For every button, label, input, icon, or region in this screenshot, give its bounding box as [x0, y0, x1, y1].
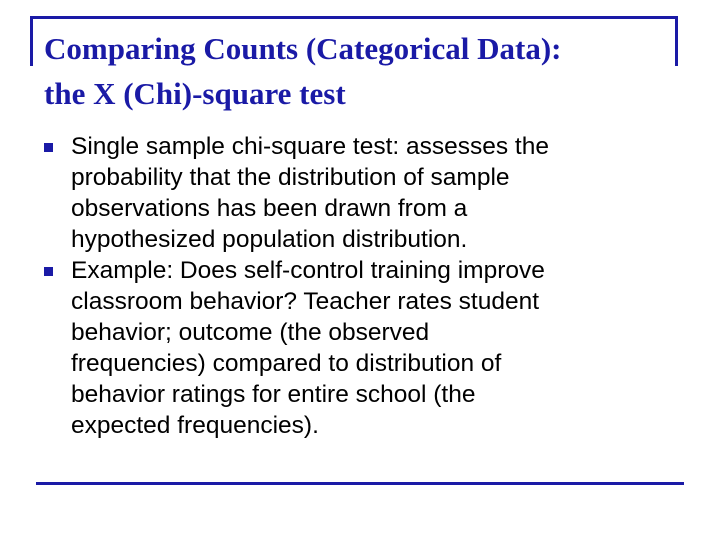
bullet-text-line: Single sample chi-square test: assesses the: [71, 133, 549, 160]
slide-title: [44, 26, 684, 116]
bullet-text-line: observations has been drawn from a: [71, 195, 468, 222]
frame-top-rule: [30, 16, 678, 19]
square-bullet-icon: [44, 143, 53, 152]
frame-bottom-rule: [36, 482, 684, 485]
bullet-text-line: hypothesized population distribution.: [71, 226, 468, 253]
bullet-text-line: behavior; outcome (the observed: [71, 319, 430, 346]
bullet-text-line: expected frequencies).: [71, 412, 319, 439]
bullet-text-line: classroom behavior? Teacher rates student: [71, 288, 540, 315]
bullet-item-single-sample-test: [44, 131, 680, 255]
square-bullet-icon: [44, 267, 53, 276]
title-line-2: the X (Chi)-square test: [44, 76, 346, 111]
bullet-text-line: behavior ratings for entire school (the: [71, 381, 476, 408]
bullet-item-example: [44, 255, 680, 441]
bullet-list: [44, 131, 680, 441]
bullet-text-line: frequencies) compared to distribution of: [71, 350, 502, 377]
bullet-text-line: Example: Does self-control training improve: [71, 257, 545, 284]
frame-left-rule: [30, 16, 33, 66]
title-line-1: Comparing Counts (Categorical Data):: [44, 31, 562, 66]
bullet-text-line: probability that the distribution of sample: [71, 164, 510, 191]
